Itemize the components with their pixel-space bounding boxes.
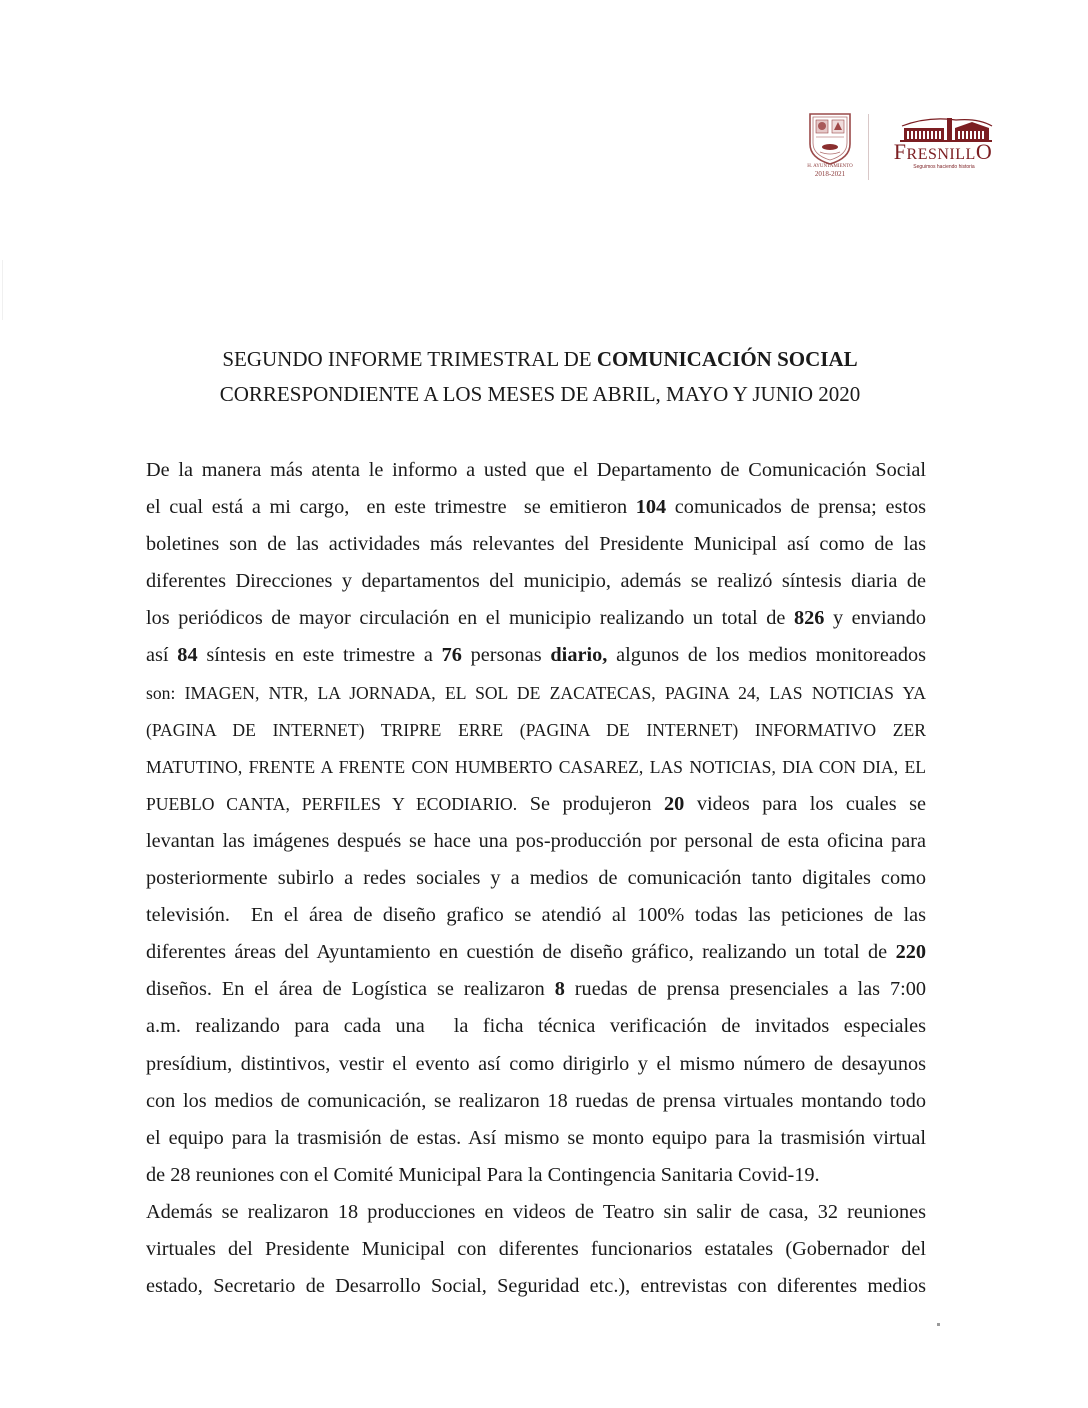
scan-speck bbox=[937, 1323, 940, 1326]
scan-edge-mark bbox=[2, 260, 3, 320]
text-run: diferentes áreas del Ayuntamiento en cuestión de diseño gráfico, realizando un total de bbox=[146, 941, 896, 964]
press-conferences-count: 8 bbox=[554, 978, 565, 1001]
text-run: el cual está a mi cargo, en este trimestre se emitieron bbox=[146, 496, 636, 519]
media-list-end: PUEBLO CANTA, PERFILES Y ECODIARIO. bbox=[146, 793, 518, 814]
body-line bbox=[146, 971, 926, 1008]
body-line: posteriormente subirlo a redes sociales y a medios de comunicación tanto digitales como bbox=[146, 867, 926, 890]
body-line: virtuales del Presidente Municipal con diferentes funcionarios estatales (Gobernador del bbox=[146, 1237, 926, 1260]
crest-years: 2018-2021 bbox=[814, 170, 846, 178]
body-line-media-list: son: IMAGEN, NTR, LA JORNADA, EL SOL DE ZACATECAS, PAGINA 24, LAS NOTICIAS YA bbox=[146, 682, 926, 703]
bold-daily: diario, bbox=[550, 644, 608, 667]
title-line-1 bbox=[140, 342, 940, 377]
wordmark-first: F bbox=[893, 139, 907, 164]
body-line: estado, Secretario de Desarrollo Social, Seguridad etc.), entrevistas con diferentes medios bbox=[146, 1275, 926, 1298]
text-run: ruedas de prensa presenciales a las 7:00 bbox=[564, 978, 926, 1001]
title-line-2: CORRESPONDIENTE A LOS MESES DE ABRIL, MAYO Y JUNIO 2020 bbox=[219, 382, 861, 406]
body-line bbox=[146, 637, 926, 674]
body-line bbox=[146, 934, 926, 971]
body-line: presídium, distintivos, vestir el evento así como dirigirlo y el mismo número de desayunos bbox=[146, 1052, 926, 1075]
fresnillo-wordmark bbox=[882, 140, 1004, 167]
synthesis-total: 826 bbox=[793, 607, 825, 630]
report-body bbox=[146, 452, 926, 1305]
press-release-count: 104 bbox=[635, 496, 667, 519]
body-line: Además se realizaron 18 producciones en videos de Teatro sin salir de casa, 32 reuniones bbox=[146, 1200, 926, 1223]
text-run: algunos de los medios monitoreados bbox=[607, 644, 926, 667]
designs-count: 220 bbox=[895, 941, 926, 964]
report-title bbox=[140, 342, 940, 412]
videos-count: 20 bbox=[664, 792, 685, 815]
text-run: Se produjeron bbox=[517, 792, 665, 815]
body-line: boletines son de las actividades más relevantes del Presidente Municipal así como de las bbox=[146, 533, 926, 556]
body-line: De la manera más atenta le informo a usted que el Departamento de Comunicación Social bbox=[146, 459, 926, 481]
body-line: televisión. En el área de diseño grafico se atendió al 100% todas las peticiones de las bbox=[146, 904, 926, 927]
synthesis-sent-count: 84 bbox=[177, 644, 198, 667]
text-run: y enviando bbox=[824, 607, 927, 630]
text-run: los periódicos de mayor circulación en el municipio realizando un total de bbox=[146, 607, 794, 630]
text-run: comunicados de prensa; estos bbox=[666, 496, 927, 519]
text-run: personas bbox=[461, 644, 551, 667]
body-line: levantan las imágenes después se hace una pos-producción por personal de esta oficina para bbox=[146, 829, 926, 852]
body-line bbox=[146, 786, 926, 823]
body-line: diferentes Direcciones y departamentos del municipio, además se realizó síntesis diaria de bbox=[146, 570, 926, 593]
body-line: de 28 reuniones con el Comité Municipal Para la Contingencia Sanitaria Covid-19. bbox=[146, 1163, 820, 1186]
crest-caption bbox=[800, 164, 860, 179]
text-run: así bbox=[146, 644, 178, 667]
body-line: a.m. realizando para cada una la ficha técnica verificación de invitados especiales bbox=[146, 1015, 926, 1038]
text-run: síntesis en este trimestre a bbox=[197, 644, 442, 667]
body-line-media-list: MATUTINO, FRENTE A FRENTE CON HUMBERTO CASAREZ, LAS NOTICIAS, DIA CON DIA, EL bbox=[146, 756, 926, 777]
title-line-1-regular: SEGUNDO INFORME TRIMESTRAL DE bbox=[222, 347, 597, 371]
body-line-media-list: (PAGINA DE INTERNET) TRIPRE ERRE (PAGINA DE INTERNET) INFORMATIVO ZER bbox=[146, 719, 926, 740]
title-line-1-bold: COMUNICACIÓN SOCIAL bbox=[596, 347, 858, 371]
text-run: videos para los cuales se bbox=[684, 792, 926, 815]
recipients-count: 76 bbox=[441, 644, 462, 667]
fresnillo-slogan: Seguimos haciendo historia bbox=[913, 164, 975, 170]
body-line bbox=[146, 600, 926, 637]
crest-caption-label: H. AYUNTAMIENTO bbox=[807, 164, 853, 169]
header-logos bbox=[800, 108, 1005, 186]
text-run: diseños. En el área de Logística se realizaron bbox=[146, 978, 555, 1001]
body-line: con los medios de comunicación, se realizaron 18 ruedas de prensa virtuales montando todo bbox=[146, 1089, 926, 1112]
logo-divider bbox=[868, 114, 869, 180]
body-line bbox=[146, 489, 926, 526]
body-line: el equipo para la trasmisión de estas. Así mismo se monto equipo para la trasmisión virtual bbox=[146, 1126, 926, 1149]
wordmark-middle: RESNILL bbox=[906, 146, 976, 163]
wordmark-last: O bbox=[975, 139, 993, 164]
